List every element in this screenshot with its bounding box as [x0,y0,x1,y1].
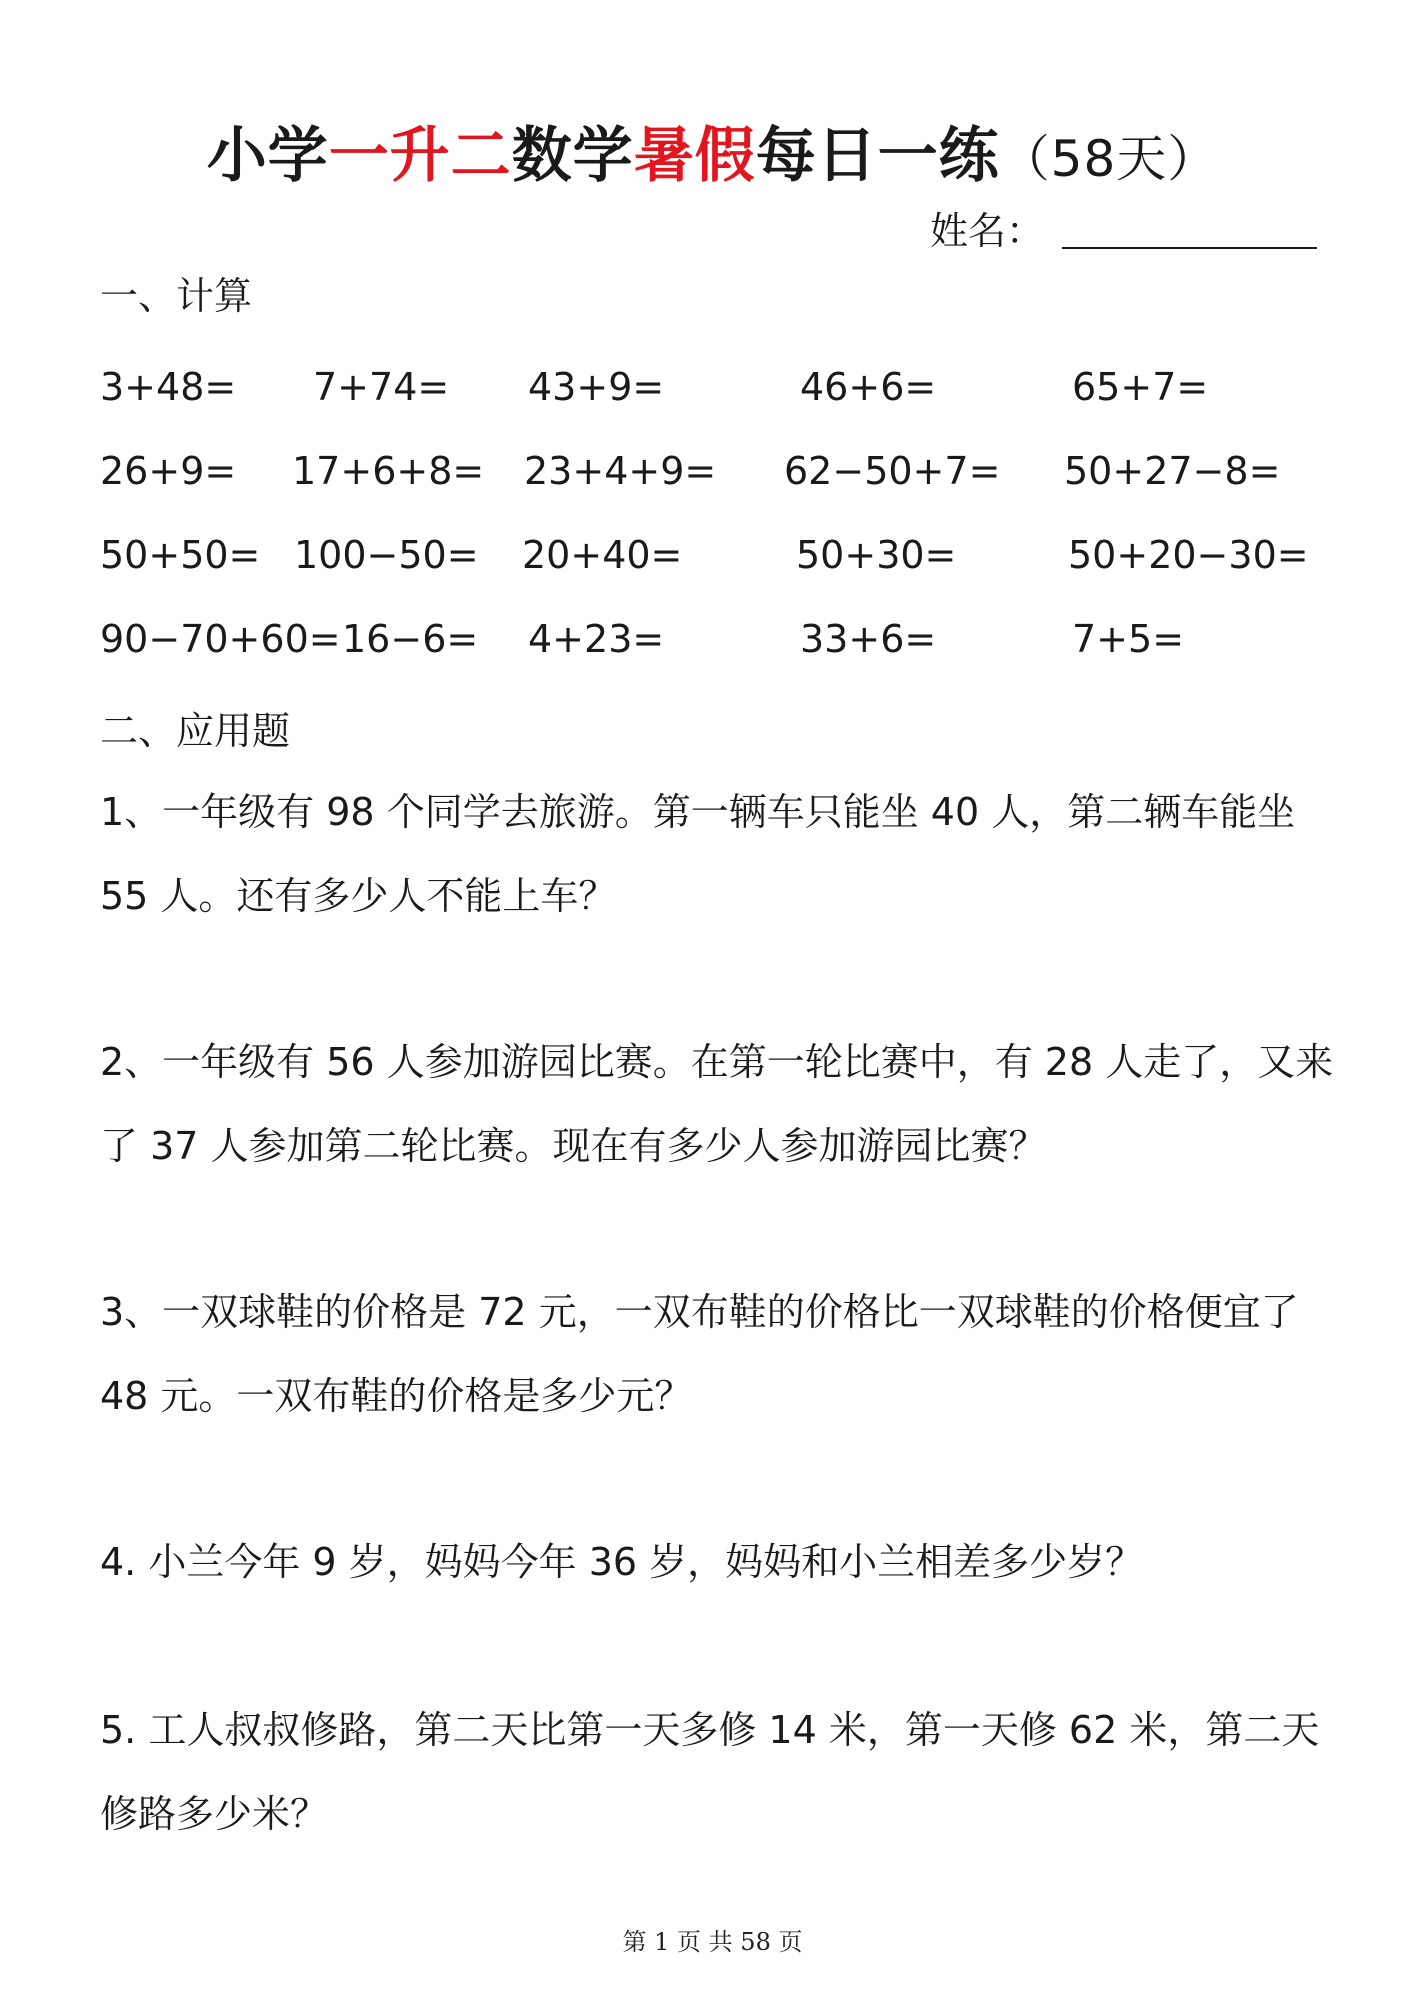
page-number-footer: 第 1 页 共 58 页 [622,1928,803,1956]
title-part-3: 数学 [511,121,634,191]
calc-item: 20+40= [522,533,683,577]
title-part-5: 每日一练 [755,121,1000,191]
calc-item: 62−50+7= [784,449,1001,493]
calc-item: 65+7= [1072,365,1209,409]
problem-line: 了 37 人参加第二轮比赛。现在有多少人参加游园比赛？ [100,1124,1047,1168]
calc-item: 7+74= [313,365,450,409]
problem-line: 3、一双球鞋的价格是 72 元，一双布鞋的价格比一双球鞋的价格便宜了 [100,1290,1299,1334]
word-problem-2 [100,1020,1350,1188]
calc-item: 46+6= [800,365,937,409]
problem-line: 4. 小兰今年 9 岁，妈妈今年 36 岁，妈妈和小兰相差多少岁？ [100,1540,1144,1584]
title-part-2: 一升二 [328,121,512,191]
calc-row-1 [0,365,1425,425]
calc-item: 50+27−8= [1064,449,1281,493]
section-2-heading: 二、应用题 [100,709,291,753]
section-1-heading: 一、计算 [100,274,253,318]
calc-row-3 [0,533,1425,593]
problem-line: 48 元。一双布鞋的价格是多少元？ [100,1374,693,1418]
calc-item: 43+9= [528,365,665,409]
calc-item: 3+48= [100,365,237,409]
calc-item: 4+23= [528,617,665,661]
title-days: （58天） [999,130,1219,188]
problem-line: 55 人。还有多少人不能上车？ [100,874,617,918]
word-problem-3 [100,1270,1350,1438]
calc-item: 33+6= [800,617,937,661]
name-blank-line[interactable] [1062,247,1317,249]
problem-line: 修路多少米？ [100,1792,329,1836]
word-problem-1 [100,770,1350,938]
problem-line: 1、一年级有 98 个同学去旅游。第一辆车只能坐 40 人，第二辆车能坐 [100,790,1296,834]
calc-item: 16−6= [342,617,479,661]
calc-item: 100−50= [294,533,479,577]
calc-item: 50+30= [796,533,957,577]
name-label: 姓名： [930,209,1045,253]
calc-item: 23+4+9= [524,449,717,493]
page-title [0,108,1425,194]
calc-item: 7+5= [1072,617,1185,661]
calc-item: 50+50= [100,533,261,577]
word-problem-4 [100,1520,1350,1604]
calc-item: 50+20−30= [1068,533,1309,577]
word-problem-5 [100,1688,1350,1856]
calc-item: 90−70+60= [100,617,341,661]
calc-item: 17+6+8= [292,449,485,493]
problem-line: 5. 工人叔叔修路，第二天比第一天多修 14 米，第一天修 62 米，第二天 [100,1708,1320,1752]
problem-line: 2、一年级有 56 人参加游园比赛。在第一轮比赛中，有 28 人走了，又来 [100,1040,1334,1084]
name-field-row [930,200,1317,255]
calc-row-4 [0,617,1425,677]
calc-row-2 [0,449,1425,509]
title-part-4: 暑假 [633,121,756,191]
title-part-1: 小学 [206,121,329,191]
calc-item: 26+9= [100,449,237,493]
